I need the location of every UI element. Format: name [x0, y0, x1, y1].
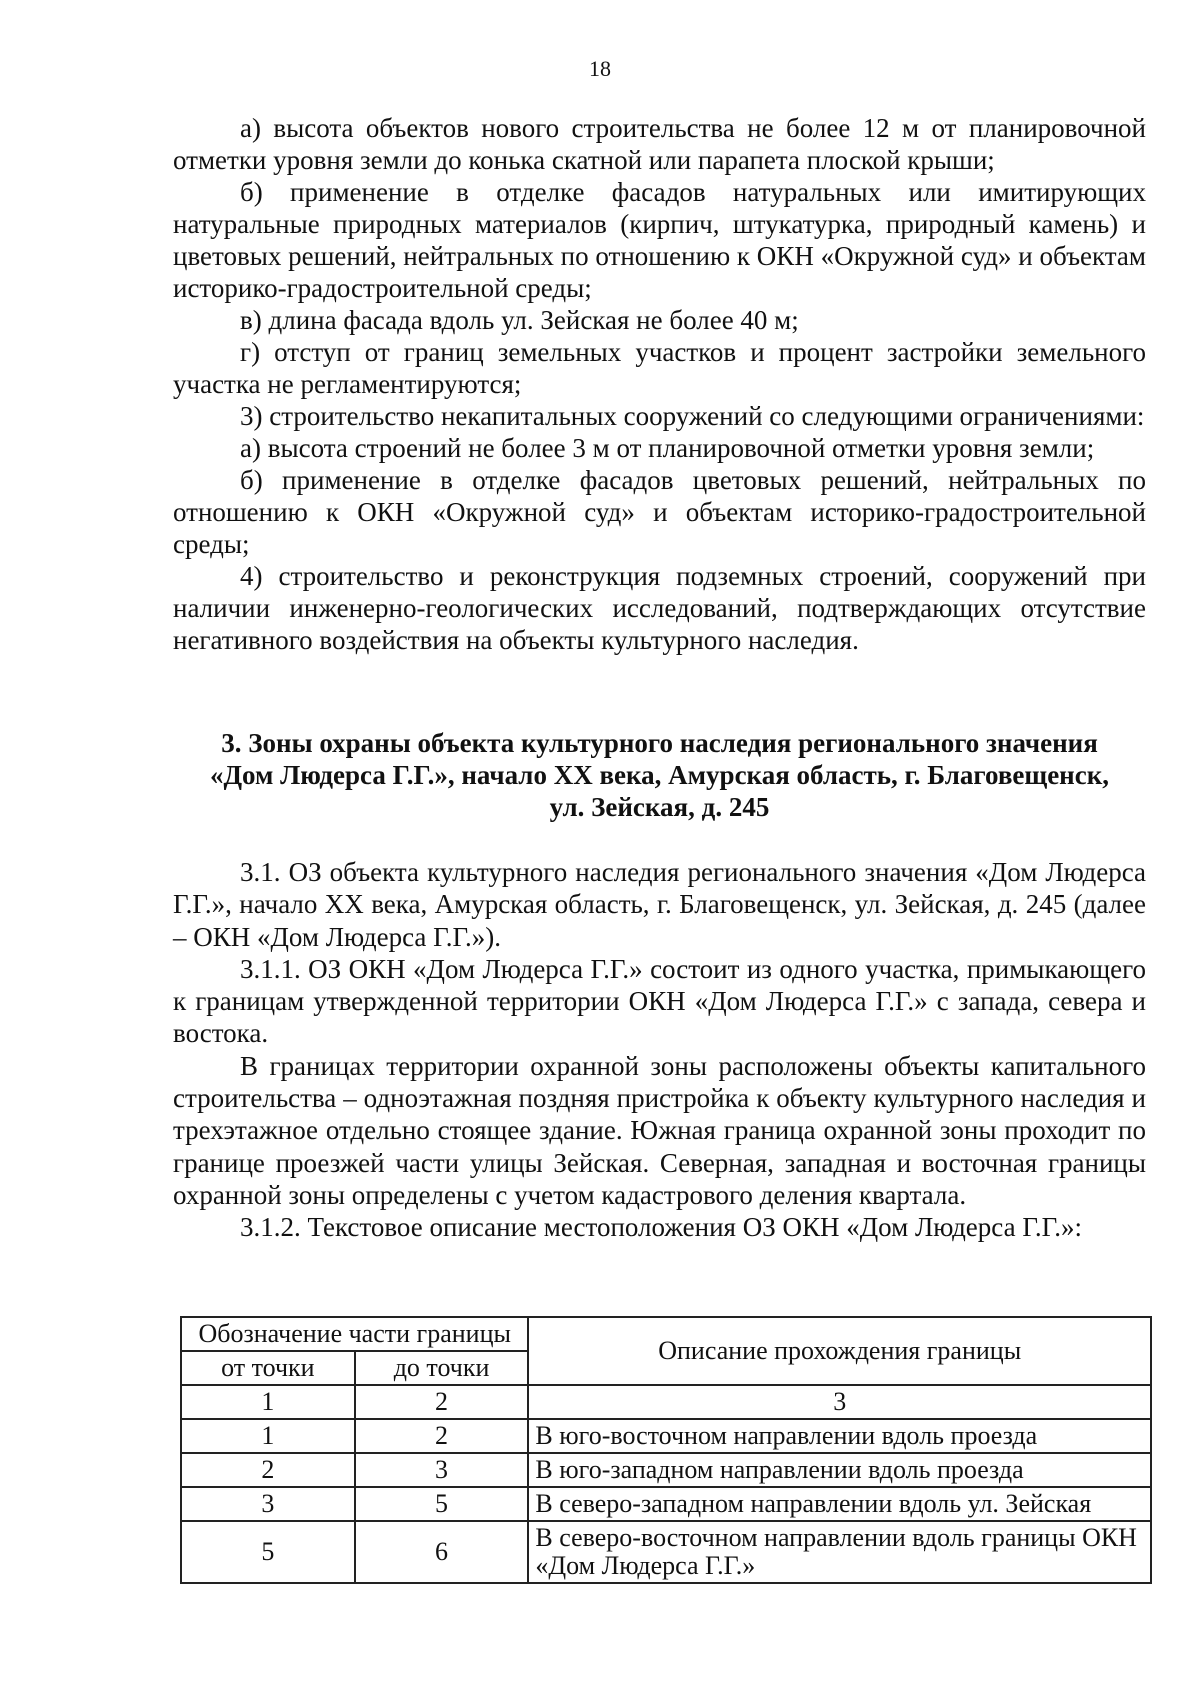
header-to-point: до точки [355, 1351, 529, 1385]
header-from-point: от точки [181, 1351, 355, 1385]
boundary-table [180, 1316, 1152, 1584]
section-body [173, 856, 1146, 1244]
section-heading-line: 3. Зоны охраны объекта культурного наследия регионального значения [221, 728, 1098, 758]
cell-from: 5 [181, 1521, 355, 1583]
table-row [181, 1487, 1151, 1521]
section-heading [173, 727, 1146, 823]
paragraph-setback: г) отступ от границ земельных участков и процент застройки земельного участка не регламентируются; [173, 337, 1146, 399]
paragraph-structure-height: а) высота строений не более 3 м от планировочной отметки уровня земли; [240, 433, 1095, 463]
column-number: 2 [355, 1385, 529, 1419]
cell-from: 3 [181, 1487, 355, 1521]
cell-from: 1 [181, 1419, 355, 1453]
page-number: 18 [589, 56, 611, 81]
cell-from: 2 [181, 1453, 355, 1487]
paragraph-3-1-2: 3.1.2. Текстовое описание местоположения ОЗ ОКН «Дом Людерса Г.Г.»: [240, 1212, 1082, 1243]
cell-to: 5 [355, 1487, 529, 1521]
paragraph-3-1: 3.1. ОЗ объекта культурного наследия регионального значения «Дом Людерса Г.Г.», начало XX века, Амурская область, г. Благовещенск, ул. Зейская, д. 245 (далее – ОКН «Дом Людерса Г.Г.»). [173, 857, 1146, 952]
paragraph-zone-description: В границах территории охранной зоны расположены объекты капитального строительства – одноэтажная поздняя пристройка к объекту культурного наследия и трехэтажное отдельно стоящее здание. Южная граница охранной зоны проходит по границе проезжей части улицы Зейская. Северная, западная и восточная границы охранной зоны определены с учетом кадастрового деления квартала. [173, 1050, 1146, 1210]
table-column-numbers-row [181, 1385, 1151, 1419]
table-row [181, 1521, 1151, 1583]
column-number: 3 [528, 1385, 1151, 1419]
column-number: 1 [181, 1385, 355, 1419]
cell-description: В юго-восточном направлении вдоль проезда [528, 1419, 1151, 1453]
paragraph-facade-length: в) длина фасада вдоль ул. Зейская не более 40 м; [240, 305, 799, 335]
section-heading-line: ул. Зейская, д. 245 [549, 792, 770, 822]
table-row [181, 1419, 1151, 1453]
cell-description: В юго-западном направлении вдоль проезда [528, 1453, 1151, 1487]
cell-description: В северо-западном направлении вдоль ул. Зейская [528, 1487, 1151, 1521]
paragraph-underground: 4) строительство и реконструкция подземных строений, сооружений при наличии инженерно-геологических исследований, подтверждающих отсутствие негативного воздействия на объекты культурного наследия. [173, 561, 1146, 655]
paragraph-3-1-1: 3.1.1. ОЗ ОКН «Дом Людерса Г.Г.» состоит из одного участка, примыкающего к границам утвержденной территории ОКН «Дом Людерса Г.Г.» с запада, севера и востока. [173, 953, 1146, 1049]
cell-description: В северо-восточном направлении вдоль границы ОКН «Дом Людерса Г.Г.» [528, 1521, 1151, 1583]
paragraph-temporary-structures: 3) строительство некапитальных сооружений со следующими ограничениями: [240, 401, 1145, 431]
table-row [181, 1453, 1151, 1487]
section-heading-line: «Дом Людерса Г.Г.», начало XX века, Амурская область, г. Благовещенск, [209, 760, 1110, 790]
paragraph-facade-materials: б) применение в отделке фасадов натуральных или имитирующих натуральные природных материалов (кирпич, штукатурка, природный камень) и цветовых решений, нейтральных по отношению к ОКН «Окружной суд» и объектам историко-градостроительной среды; [173, 177, 1146, 303]
paragraph-height-limit: а) высота объектов нового строительства не более 12 м от планировочной отметки уровня земли до конька скатной или парапета плоской крыши; [173, 113, 1146, 175]
header-boundary-part: Обозначение части границы [181, 1317, 528, 1351]
header-boundary-description: Описание прохождения границы [528, 1317, 1151, 1385]
cell-to: 6 [355, 1521, 529, 1583]
paragraph-facade-colors: б) применение в отделке фасадов цветовых решений, нейтральных по отношению к ОКН «Окружной суд» и объектам историко-градостроительной среды; [173, 465, 1146, 559]
cell-to: 3 [355, 1453, 529, 1487]
requirements-list [173, 112, 1146, 656]
cell-to: 2 [355, 1419, 529, 1453]
table-header-row [181, 1317, 1151, 1351]
